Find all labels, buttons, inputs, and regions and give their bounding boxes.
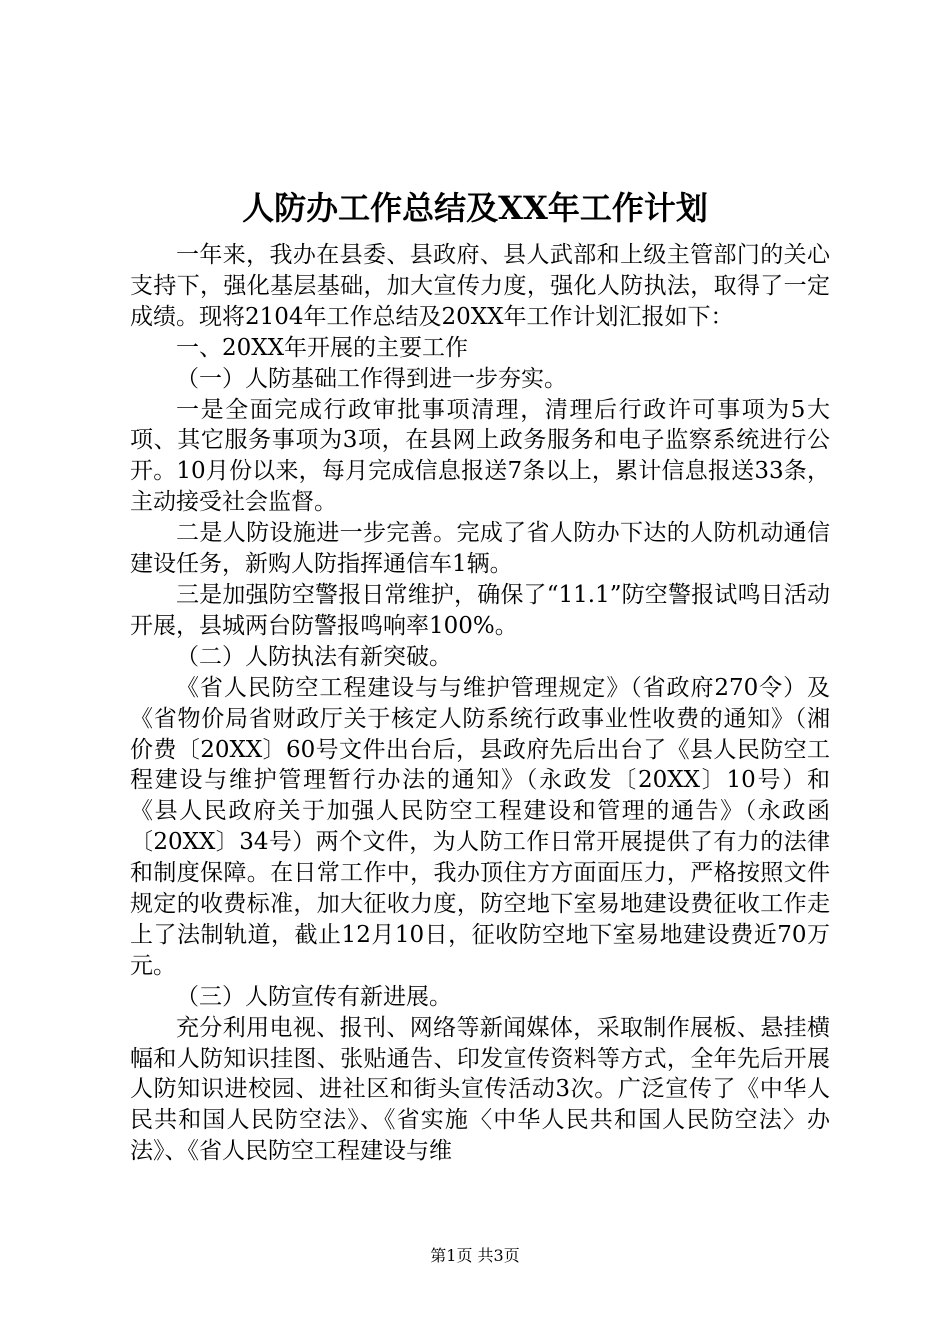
subsection-heading-publicity: （三）人防宣传有新进展。 (176, 983, 452, 1010)
paragraph-item-three: 三是加强防空警报日常维护，确保了“11.1”防空警报试鸣日活动开展，县城两台防警报鸣响率100%。 (130, 581, 830, 639)
paragraph-intro: 一年来，我办在县委、县政府、县人武部和上级主管部门的关心支持下，强化基层基础，加大宣传力度，强化人防执法，取得了一定成绩。现将2104年工作总结及20XX年工作计划汇报如下： (130, 242, 830, 330)
paragraph-publicity: 充分利用电视、报刊、网络等新闻媒体，采取制作展板、悬挂横幅和人防知识挂图、张贴通告、印发宣传资料等方式，全年先后开展人防知识进校园、进社区和街头宣传活动3次。广泛宣传了《中华人民共和国人民防空法》、《省实施〈中华人民共和国人民防空法〉办法》、《省人民防空工程建设与维 (130, 1014, 830, 1165)
section-heading-main-work: 一、20XX年开展的主要工作 (176, 334, 469, 361)
subsection-heading-law-enforcement: （二）人防执法有新突破。 (176, 643, 452, 670)
page-footer: 第1页 共3页 (430, 1246, 520, 1265)
paragraph-item-two: 二是人防设施进一步完善。完成了省人防办下达的人防机动通信建设任务，新购人防指挥通信车1辆。 (130, 520, 830, 578)
document-body (130, 240, 830, 1167)
document-title: 人防办工作总结及XX年工作计划 (242, 189, 708, 227)
paragraph-item-one: 一是全面完成行政审批事项清理，清理后行政许可事项为5大项、其它服务事项为3项，在县网上政务服务和电子监察系统进行公开。10月份以来，每月完成信息报送7条以上，累计信息报送33条，主动接受社会监督。 (130, 396, 830, 516)
paragraph-law-enforcement: 《省人民防空工程建设与与维护管理规定》（省政府270令）及《省物价局省财政厅关于核定人防系统行政事业性收费的通知》（湘价费〔20XX〕60号文件出台后，县政府先后出台了《县人民防空工程建设与维护管理暂行办法的通知》（永政发〔20XX〕10号）和《县人民政府关于加强人民防空工程建设和管理的通告》（永政函〔20XX〕34号）两个文件，为人防工作日常开展提供了有力的法律和制度保障。在日常工作中，我办顶住方方面面压力，严格按照文件规定的收费标准，加大征收力度，防空地下室易地建设费征收工作走上了法制轨道，截止12月10日，征收防空地下室易地建设费近70万元。 (130, 674, 831, 979)
subsection-heading-basic-work: （一）人防基础工作得到进一步夯实。 (176, 365, 567, 392)
